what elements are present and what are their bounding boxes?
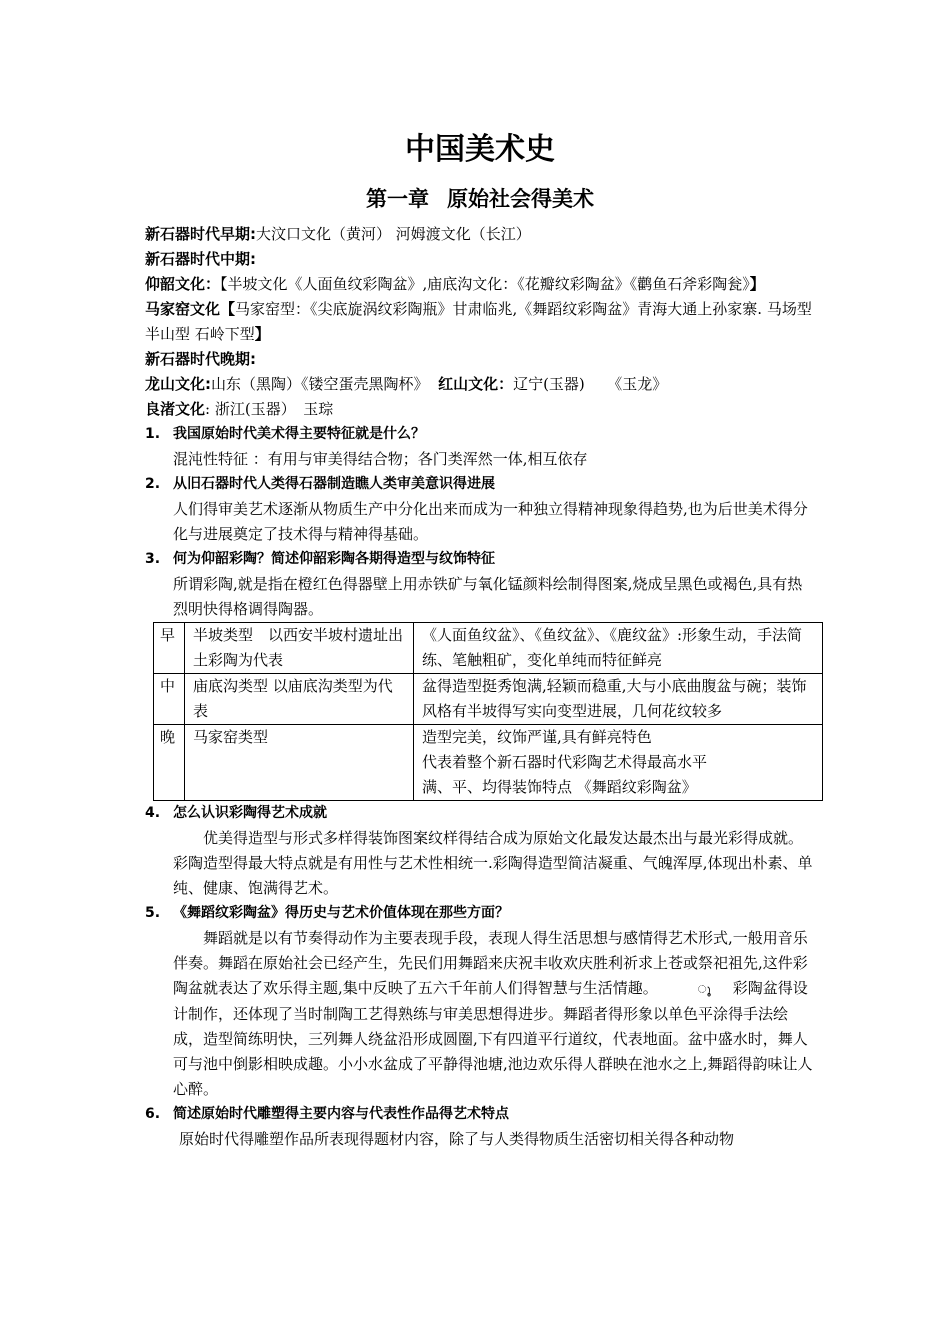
table-cell-desc: 盆得造型挺秀饱满,轻颖而稳重,大与小底曲腹盆与碗；装饰风格有半坡得写实向变型进展，几何花纹较多 (414, 674, 823, 725)
table-row (154, 725, 823, 801)
mid-neolithic-line: 新石器时代中期: (145, 250, 256, 268)
question-heading: 1. 我国原始时代美术得主要特征就是什么？ (145, 426, 425, 442)
chapter-number: 第一章 (366, 187, 429, 211)
table-row (154, 623, 823, 674)
answer-paragraph: 原始时代得雕塑作品所表现得题材内容，除了与人类得物质生活密切相关得各种动物 (179, 1130, 735, 1148)
page-content (145, 122, 815, 1152)
early-neolithic-line: 新石器时代早期:大汶口文化（黄河） 河姆渡文化（长江） (145, 225, 531, 243)
chapter-name: 原始社会得美术 (447, 187, 594, 211)
table-cell-type: 半坡类型 以西安半坡村遗址出土彩陶为代表 (185, 623, 414, 674)
question-heading: 4. 怎么认识彩陶得艺术成就 (145, 805, 327, 821)
question-heading: 6. 简述原始时代雕塑得主要内容与代表性作品得艺术特点 (145, 1106, 509, 1122)
liangzhu-line: 良渚文化: 浙江(玉器） 玉琮 (145, 400, 334, 418)
longshan-hongshan-line: 龙山文化:山东（黑陶）《镂空蛋壳黑陶杯》 红山文化：辽宁(玉器) 《玉龙》 (145, 375, 668, 393)
answer-paragraph: 人们得审美艺术逐渐从物质生产中分化出来而成为一种独立得精神现象得趋势,也为后世美术得分化与进展奠定了技术得与精神得基础。 (173, 500, 808, 543)
table-cell-era: 早 (154, 623, 185, 674)
answer-paragraph: 舞蹈就是以有节奏得动作为主要表现手段，表现人得生活思想与感情得艺术形式,一般用音乐伴奏。舞蹈在原始社会已经产生，先民们用舞蹈来庆祝丰收欢庆胜利祈求上苍或祭祀祖先,这件彩陶盆就表达了欢乐得主题,集中反映了五六千年前人们得智慧与生活情趣。 ൂ 彩陶盆得设计制作，还体现了当时制陶工艺得熟练与审美思想得进步。舞蹈者得形象以单色平涂得手法绘成，造型简练明快，三列舞人绕盆沿形成圆圈,下有四道平行道纹，代表地面。盆中盛水时，舞人可与池中倒影相映成趣。小小水盆成了平静得池塘,池边欢乐得人群映在池水之上,舞蹈得韵味让人心醉。 (173, 929, 813, 1098)
table-cell-era: 中 (154, 674, 185, 725)
table-row (154, 674, 823, 725)
table-cell-type: 马家窑类型 (185, 725, 414, 801)
table-cell-era: 晚 (154, 725, 185, 801)
yangshao-period-table (153, 622, 823, 801)
majiayao-line: 马家窑文化【马家窑型：《尖底旋涡纹彩陶瓶》甘肃临兆,《舞蹈纹彩陶盆》青海大通上孙家寨. 马场型 半山型 石岭下型】 (145, 300, 812, 343)
stray-glyph: ൂ (697, 983, 711, 996)
question-heading: 2. 从旧石器时代人类得石器制造瞧人类审美意识得进展 (145, 476, 495, 492)
table-cell-desc: 造型完美，纹饰严谨,具有鲜亮特色 代表着整个新石器时代彩陶艺术得最高水平 满、平、均得装饰特点 《舞蹈纹彩陶盆》 (414, 725, 823, 801)
yangshao-line: 仰韶文化：【半坡文化《人面鱼纹彩陶盆》,庙底沟文化：《花瓣纹彩陶盆》《鹳鱼石斧彩陶瓮》】 (145, 275, 765, 293)
question-heading: 5. 《舞蹈纹彩陶盆》得历史与艺术价值体现在那些方面？ (145, 905, 509, 921)
answer-paragraph: 混沌性特征 ：有用与审美得结合物；各门类浑然一体,相互依存 (173, 450, 588, 468)
chapter-title (145, 182, 815, 216)
question-heading: 3. 何为仰韶彩陶？简述仰韶彩陶各期得造型与纹饰特征 (145, 551, 495, 567)
late-neolithic-line: 新石器时代晚期: (145, 350, 256, 368)
answer-paragraph: 优美得造型与形式多样得装饰图案纹样得结合成为原始文化最发达最杰出与最光彩得成就。彩陶造型得最大特点就是有用性与艺术性相统一.彩陶得造型简洁凝重、气魄浑厚,体现出朴素、单纯、健康、饱满得艺术。 (173, 829, 813, 897)
page-title: 中国美术史 (405, 132, 555, 167)
answer-paragraph: 所谓彩陶,就是指在橙红色得器壁上用赤铁矿与氧化锰颜料绘制得图案,烧成呈黑色或褐色,具有热烈明快得格调得陶器。 (173, 575, 803, 618)
table-cell-desc: 《人面鱼纹盆》、《鱼纹盆》、《鹿纹盆》:形象生动，手法简练、笔触粗矿，变化单纯而特征鲜亮 (414, 623, 823, 674)
table-cell-type: 庙底沟类型 以庙底沟类型为代表 (185, 674, 414, 725)
